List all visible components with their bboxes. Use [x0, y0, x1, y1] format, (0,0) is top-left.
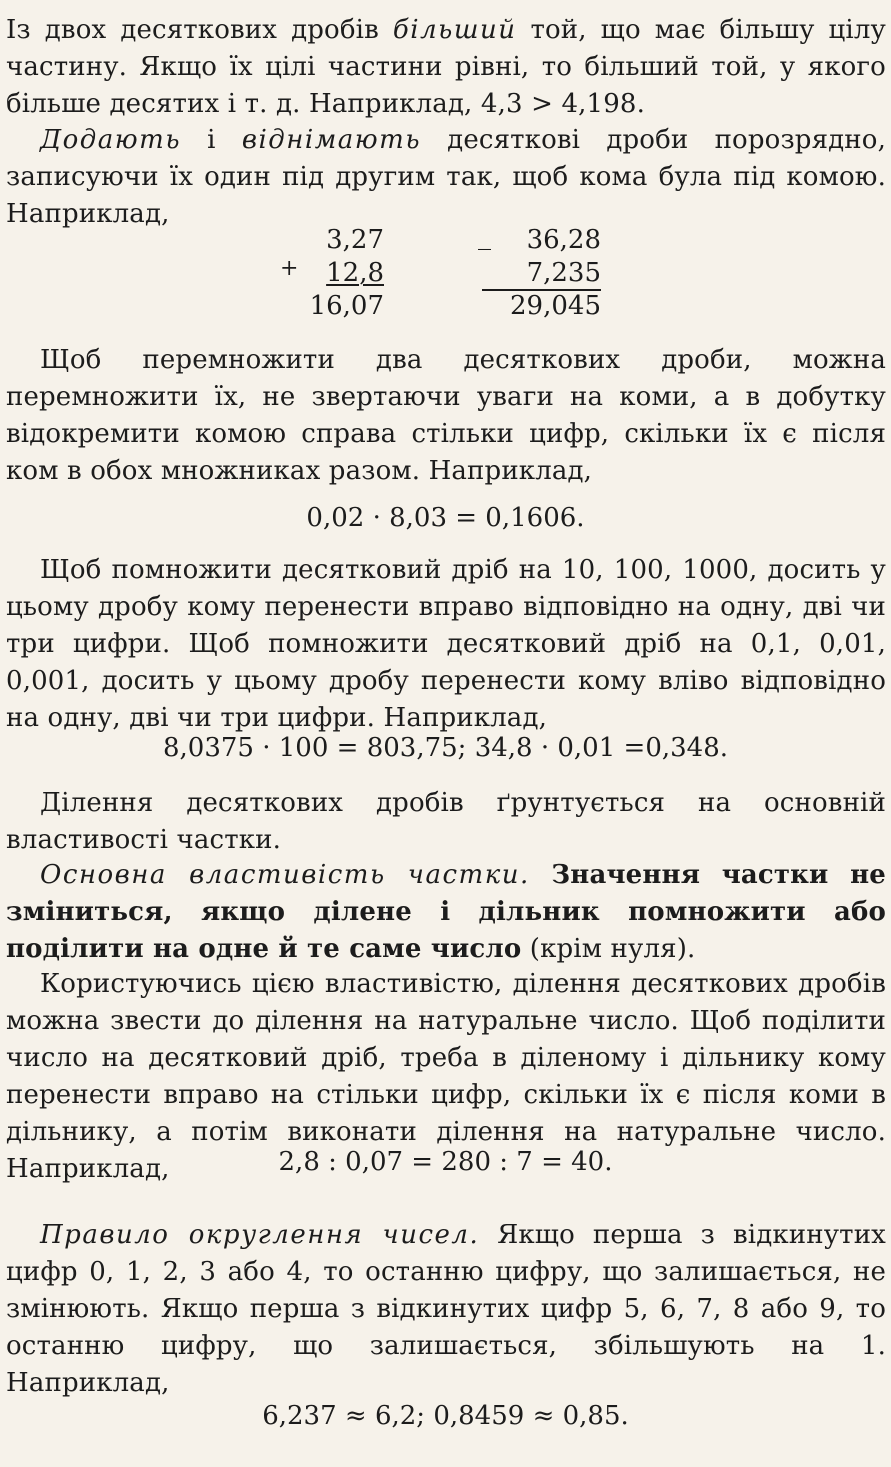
addend-a: 3,27	[326, 225, 384, 255]
p6-italic-title: Основна властивість частки.	[40, 860, 530, 890]
p6-text: (крім нуля).	[521, 934, 696, 964]
p8-text: Якщо перша з відкинутих цифр 0, 1, 2, 3 або 4, то останню цифру, що залишається, не змінюють. Якщо перша з відкинутих цифр 5, 6, 7, 8 або 9, то останню цифру, що залишається, збільшують на 1. Наприклад,	[6, 1220, 886, 1398]
p2-text-2: десяткові дроби порозрядно, записуючи їх один під другим так, щоб кома була під комою. Наприклад,	[6, 125, 886, 229]
formula-multiply: 0,02 · 8,03 = 0,1606.	[306, 503, 585, 533]
paragraph-rounding	[6, 1217, 886, 1402]
p1-italic-bigger: більший	[392, 15, 517, 45]
minus-sign: _	[478, 221, 491, 251]
minuend: 36,28	[526, 225, 601, 255]
subtrahend: 7,235	[526, 258, 601, 288]
paragraph-comparison	[6, 12, 886, 123]
paragraph-quotient-property	[6, 857, 886, 968]
p8-italic-title: Правило округлення чисел.	[40, 1220, 480, 1250]
p2-text-1: і	[180, 125, 242, 155]
p6-bold-rule: Значення частки не зміниться, якщо ділене і дільник помножити або поділити на одне й те саме число	[6, 860, 886, 964]
difference-result: 29,045	[510, 291, 601, 321]
formula-rounding: 6,237 ≈ 6,2; 0,8459 ≈ 0,85.	[262, 1401, 629, 1431]
formula-powers-of-ten: 8,0375 · 100 = 803,75; 34,8 · 0,01 =0,348.	[162, 733, 729, 763]
plus-sign: +	[280, 256, 299, 281]
p2-italic-subtract: віднімають	[241, 125, 421, 155]
p1-text-1: Із двох десяткових дробів	[6, 15, 393, 45]
paragraph-division: Ділення десяткових дробів ґрунтується на основній властивості частки.	[6, 788, 886, 855]
formula-division: 2,8 : 0,07 = 280 : 7 = 40.	[278, 1147, 613, 1177]
p2-italic-add: Додають	[40, 125, 181, 155]
paragraph-multiply: Щоб перемножити два десяткових дроби, можна перемножити їх, не звертаючи уваги на коми, а в добутку відокремити комою справа стільки цифр, скільки їх є після ком в обох множниках разом. Наприклад,	[6, 345, 886, 486]
sum-result: 16,07	[309, 291, 384, 321]
paragraph-powers-of-ten: Щоб помножити десятковий дріб на 10, 100, 1000, досить у цьому дробу кому перенести вправо відповідно на одну, дві чи три цифри. Щоб помножити десятковий дріб на 0,1, 0,01, 0,001, досить у цьому дробу перенести кому вліво відповідно на одну, дві чи три цифри. Наприклад,	[6, 555, 886, 733]
paragraph-decimal-division: Користуючись цією властивістю, ділення десяткових дробів можна звести до ділення на натуральне число. Щоб поділити число на десятковий дріб, треба в діленому і дільнику кому перенести вправо на стільки цифр, скільки їх є після коми в дільнику, а потім виконати ділення на натуральне число. Наприклад,	[6, 969, 886, 1184]
addend-b: 12,8	[326, 258, 384, 288]
paragraph-add-subtract	[6, 122, 886, 233]
p1-text-2: той, що має більшу цілу частину. Якщо їх цілі частини рівні, то більший той, у якого більше десятих і т. д. Наприклад, 4,3 > 4,198.	[6, 15, 886, 119]
